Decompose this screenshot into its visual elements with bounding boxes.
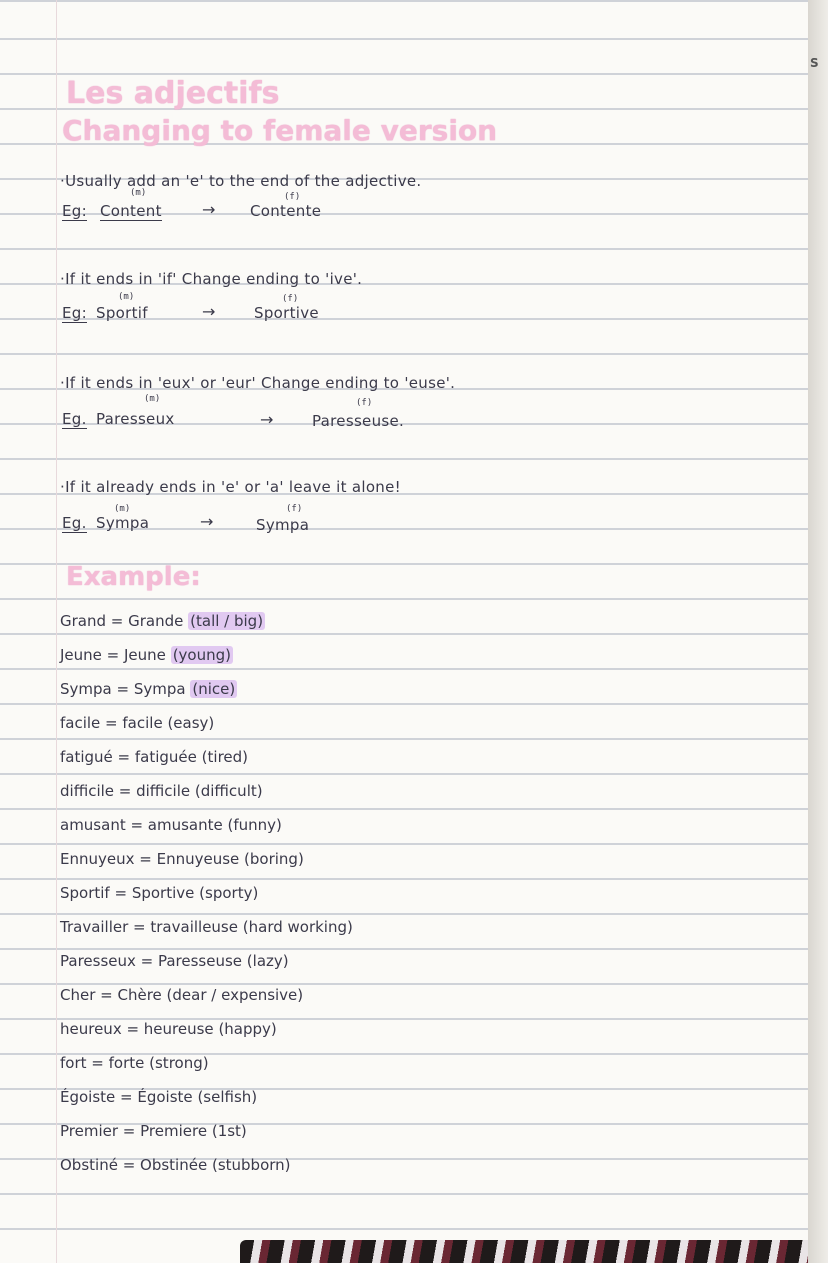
list-item [60,986,303,1004]
rule-3-eg-label: Eg. [62,410,87,428]
rule-1-fem: Contente [250,202,322,220]
title-line-1: Les adjectifs [66,76,280,111]
example-meaning: (dear / expensive) [166,986,304,1004]
rule-2-eg-label: Eg: [62,304,87,322]
example-pair: Travailler = travailleuse [60,918,238,936]
example-pair: Cher = Chère [60,986,162,1004]
example-meaning: (tired) [201,748,249,766]
example-pair: Premier = Premiere [60,1122,208,1140]
list-item [60,1020,277,1038]
page-edge [808,0,828,1263]
list-item [60,646,233,664]
rule-3-text: ·If it ends in 'eux' or 'eur' Change ending to 'euse'. [60,374,456,392]
example-meaning: (difficult) [194,782,263,800]
example-pair: facile = facile [60,714,163,732]
example-meaning: (selfish) [197,1088,258,1106]
example-meaning: (easy) [167,714,215,732]
rule-1-masc: Content [100,202,162,220]
rule-1-eg-label: Eg: [62,202,87,220]
list-item [60,1054,209,1072]
list-item [60,714,214,732]
rule-3-fem: Paresseuse. [312,412,405,430]
rule-2-text: ·If it ends in 'if' Change ending to 'ive'. [60,270,363,288]
list-item [60,918,353,936]
rule-4-fem: Sympa [256,516,310,534]
rule-2-masc: Sportif [96,304,148,322]
rule-4-m-tag: (m) [114,504,131,514]
title-line-2: Changing to female version [62,114,498,147]
example-pair: fatigué = fatiguée [60,748,197,766]
example-pair: Obstiné = Obstinée [60,1156,208,1174]
edge-mark: S [810,56,819,70]
rule-4-text: ·If it already ends in 'e' or 'a' leave it alone! [60,478,401,496]
example-pair: Ennuyeux = Ennuyeuse [60,850,240,868]
rule-1-m-tag: (m) [130,188,147,198]
example-meaning: (tall / big) [190,612,264,630]
list-item [60,850,304,868]
rule-1-f-tag: (f) [284,192,301,202]
rule-1-text: ·Usually add an 'e' to the end of the adjective. [60,172,422,190]
example-pair: Grand = Grande [60,612,184,630]
example-heading: Example: [66,562,201,592]
rule-3-m-tag: (m) [144,394,161,404]
example-pair: Sportif = Sportive [60,884,195,902]
example-pair: difficile = difficile [60,782,191,800]
background-fabric [240,1240,808,1263]
list-item [60,680,237,698]
margin-line [56,0,57,1263]
rule-2-fem: Sportive [254,304,319,322]
rule-1-arrow: → [202,200,216,219]
rule-4-f-tag: (f) [286,504,303,514]
example-pair: Sympa = Sympa [60,680,186,698]
example-meaning: (sporty) [199,884,259,902]
example-pair: Paresseux = Paresseuse [60,952,243,970]
example-meaning: (funny) [227,816,282,834]
list-item [60,612,265,630]
example-meaning: (happy) [218,1020,277,1038]
list-item [60,952,289,970]
rule-4-eg-label: Eg. [62,514,87,532]
example-meaning: (1st) [211,1122,247,1140]
example-meaning: (lazy) [246,952,289,970]
example-pair: amusant = amusante [60,816,223,834]
example-pair: heureux = heureuse [60,1020,214,1038]
list-item [60,782,263,800]
rule-2-m-tag: (m) [118,292,135,302]
rule-3-arrow: → [260,410,274,429]
rule-2-arrow: → [202,302,216,321]
example-meaning: (boring) [244,850,304,868]
example-meaning: (nice) [192,680,236,698]
rule-3-f-tag: (f) [356,398,373,408]
list-item [60,1156,291,1174]
example-meaning: (young) [172,646,231,664]
list-item [60,1122,247,1140]
list-item [60,816,282,834]
list-item [60,1088,257,1106]
example-meaning: (strong) [149,1054,209,1072]
list-item [60,748,248,766]
rule-3-masc: Paresseux [96,410,175,428]
rule-4-masc: Sympa [96,514,150,532]
example-pair: fort = forte [60,1054,145,1072]
rule-4-arrow: → [200,512,214,531]
example-meaning: (stubborn) [211,1156,291,1174]
list-item [60,884,258,902]
rule-2-f-tag: (f) [282,294,299,304]
example-pair: Égoiste = Égoiste [60,1088,193,1106]
example-meaning: (hard working) [242,918,353,936]
example-pair: Jeune = Jeune [60,646,166,664]
